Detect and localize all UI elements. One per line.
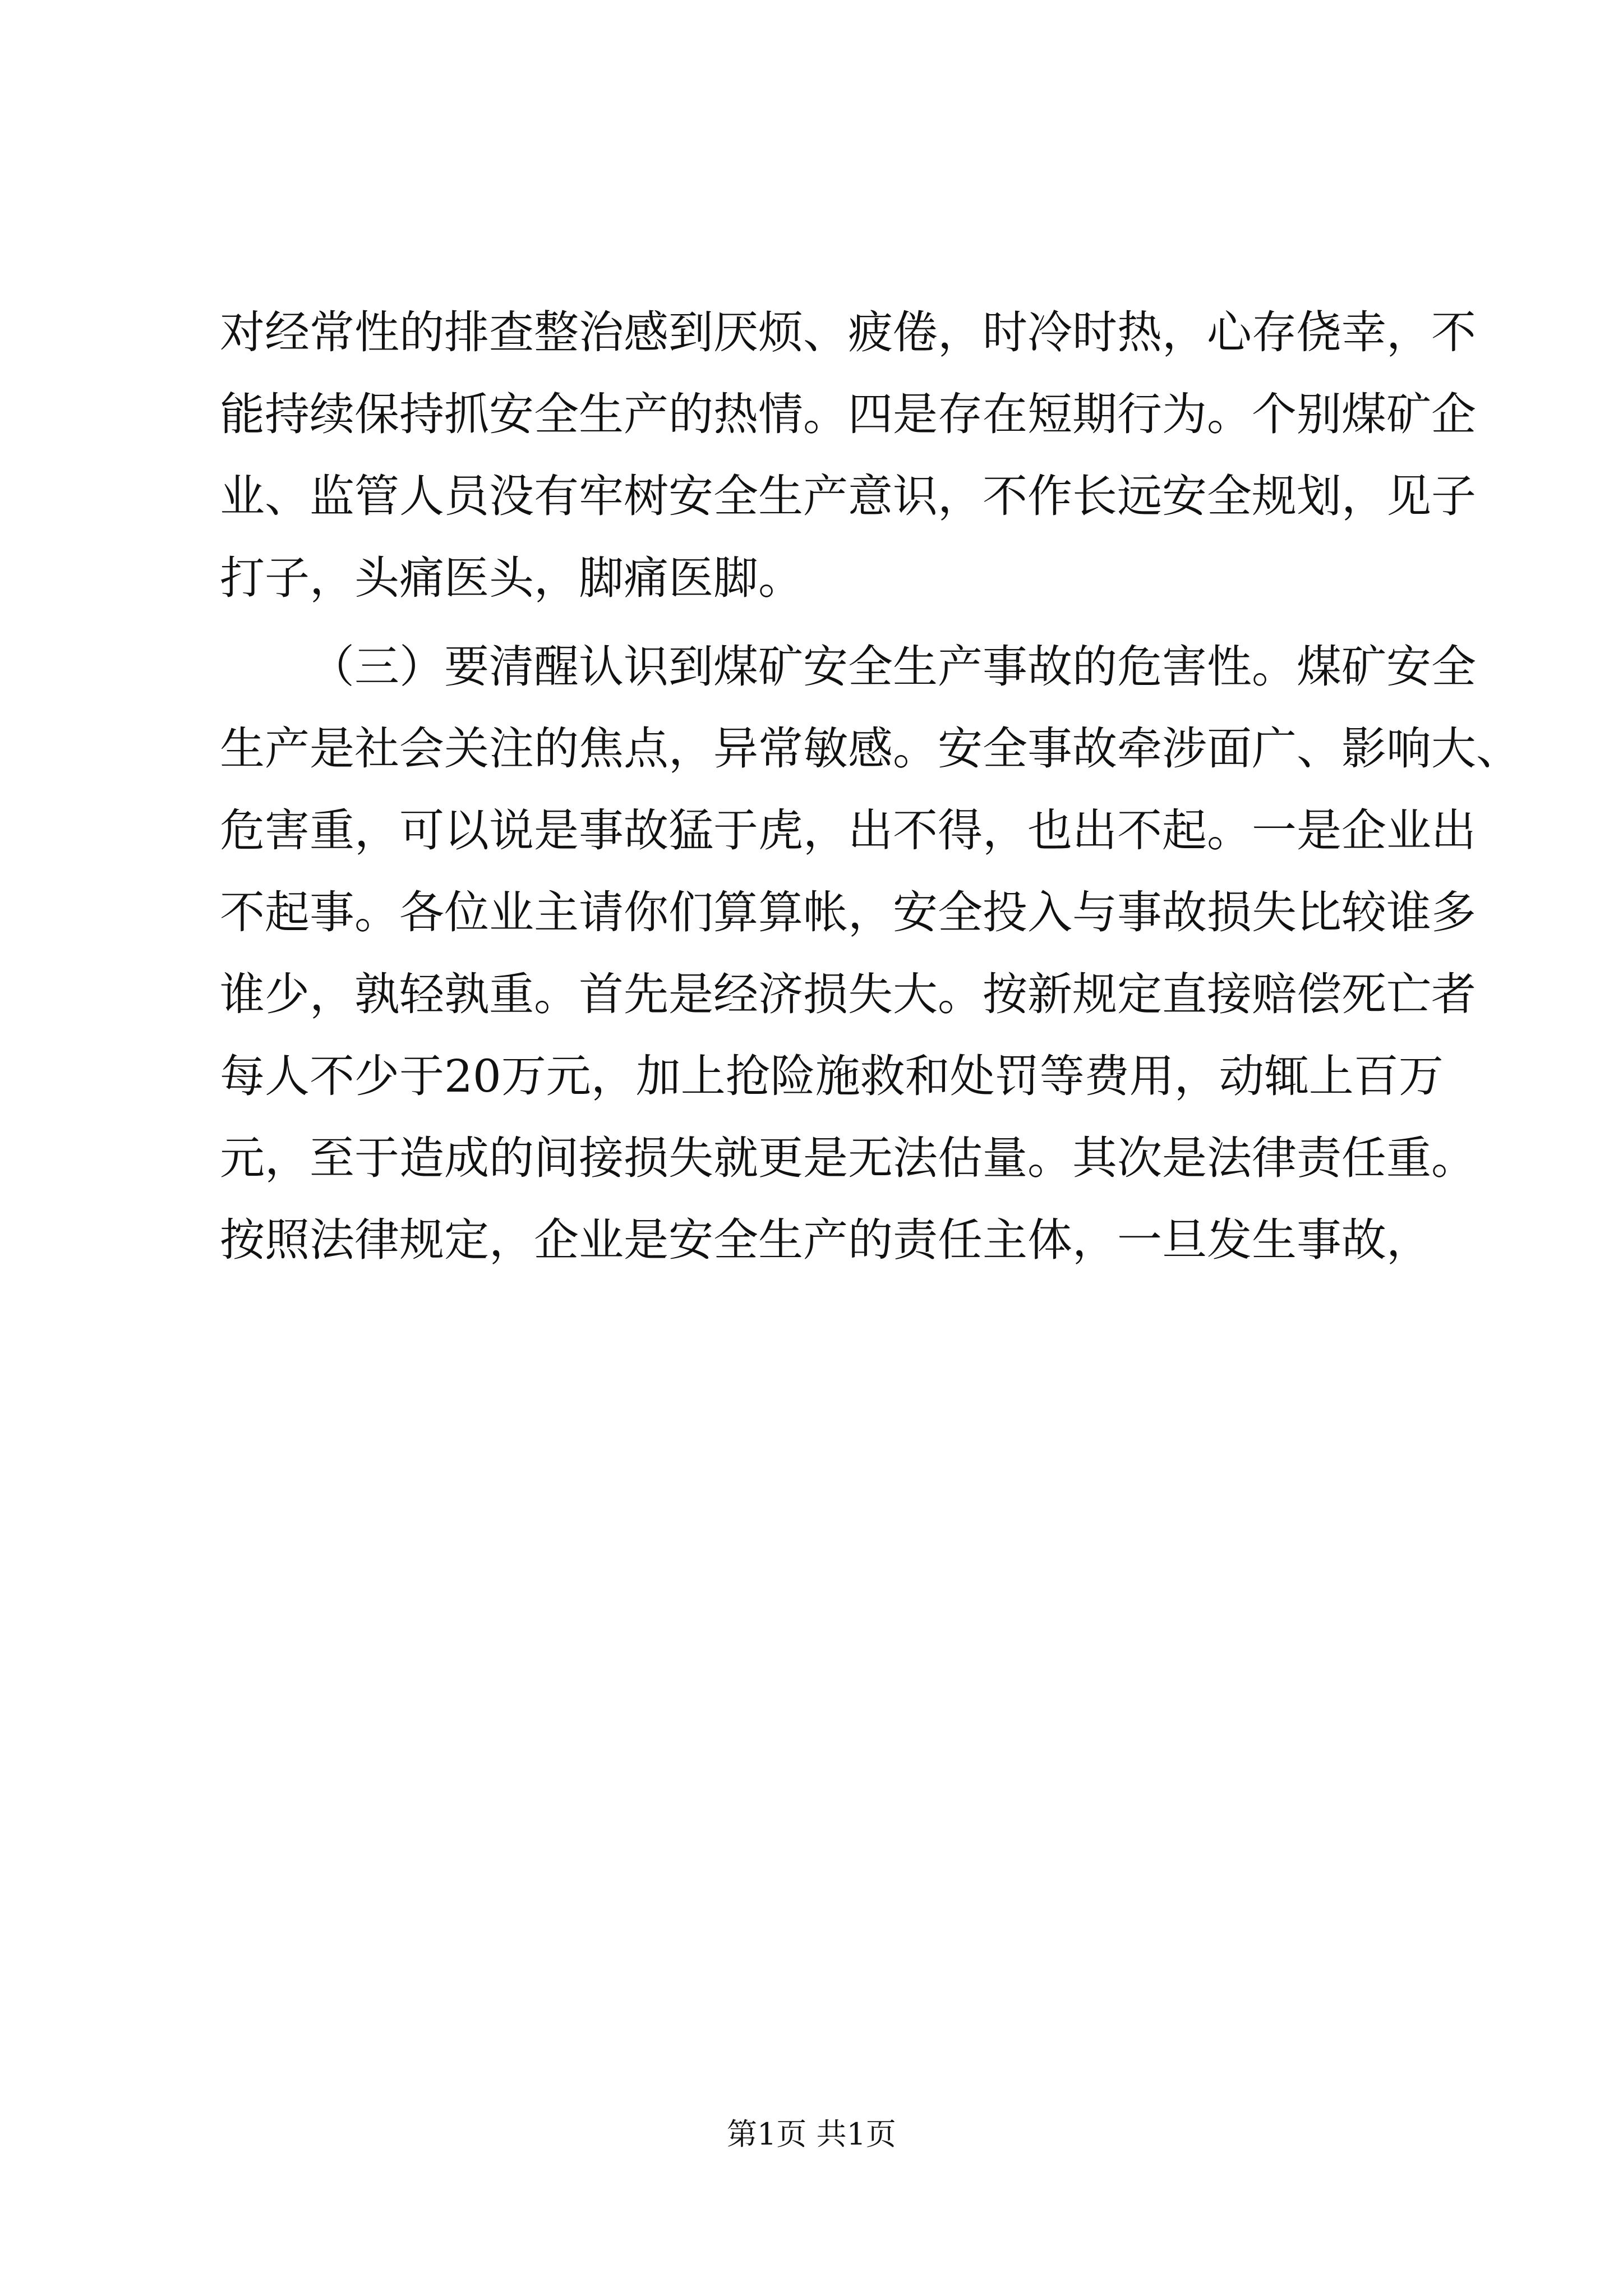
paragraph-gap: [220, 619, 1431, 626]
text-line: 危害重，可以说是事故猛于虎，出不得，也出不起。一是企业出: [220, 804, 1476, 857]
text-line: 对经常性的排查整治感到厌烦、疲倦，时冷时热，心存侥幸，不: [220, 306, 1476, 358]
paragraph-2: [220, 626, 1521, 1281]
text-line: 按照法律规定，企业是安全生产的责任主体，一旦发生事故，: [220, 1214, 1431, 1266]
text-line: 打子，头痛医头，脚痛医脚。: [220, 552, 803, 604]
text-line: 业、监管人员没有牢树安全生产意识，不作长远安全规划，见子: [220, 470, 1476, 522]
text-line: 每人不少于20万元，加上抢险施救和处罚等费用，动辄上百万: [220, 1050, 1444, 1102]
text-line: （三）要清醒认识到煤矿安全生产事故的危害性。煤矿安全: [310, 641, 1476, 693]
document-body: [220, 292, 1521, 1281]
text-line: 能持续保持抓安全生产的热情。四是存在短期行为。个别煤矿企: [220, 388, 1476, 440]
text-line: 生产是社会关注的焦点，异常敏感。安全事故牵涉面广、影响大、: [220, 723, 1521, 775]
paragraph-1: [220, 292, 1476, 619]
text-line: 元，至于造成的间接损失就更是无法估量。其次是法律责任重。: [220, 1132, 1476, 1184]
page-footer: 第1页 共1页: [727, 2116, 896, 2152]
text-line: 不起事。各位业主请你们算算帐，安全投入与事故损失比较谁多: [220, 886, 1476, 938]
text-line: 谁少，孰轻孰重。首先是经济损失大。按新规定直接赔偿死亡者: [220, 968, 1476, 1020]
